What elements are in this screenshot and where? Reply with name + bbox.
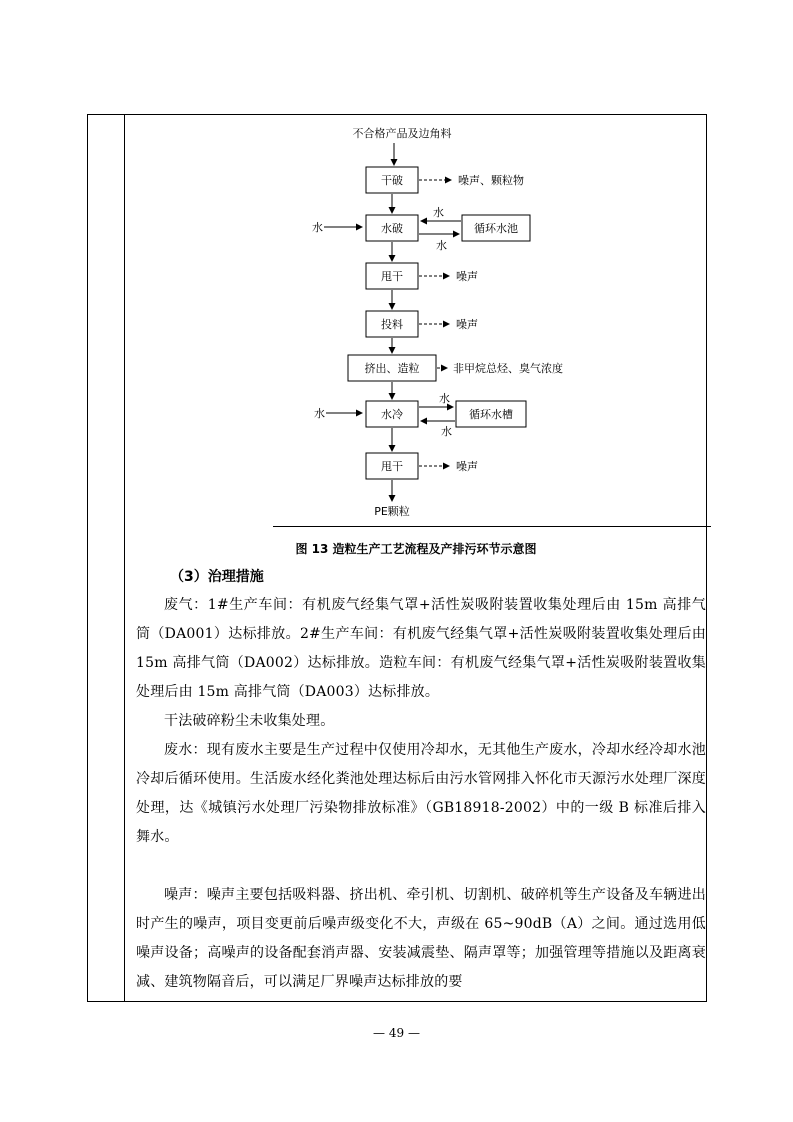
- figure-caption: 图 13 造粒生产工艺流程及产排污环节示意图: [295, 542, 537, 556]
- flow-feeding-label: 投料: [381, 318, 403, 331]
- page-number: — 49 —: [373, 1026, 420, 1040]
- paragraph-dust: 干法破碎粉尘未收集处理。: [164, 713, 335, 729]
- flow-dry-crush-label: 干破: [381, 174, 403, 187]
- flow-extrude-output: 非甲烷总烃、臭气浓度: [453, 362, 563, 375]
- flow-input-label: 不合格产品及边角料: [352, 127, 452, 140]
- flow-spin-dry-2-output: 噪声: [456, 460, 478, 473]
- flow-dry-crush-output: 噪声、颗粒物: [458, 174, 524, 187]
- flow-wet-crush-label: 水破: [381, 222, 403, 235]
- flow-spin-dry-1-label: 甩干: [381, 270, 403, 283]
- flow-water-cool-label: 水冷: [381, 408, 403, 421]
- paragraph-waste-water: 废水：现有废水主要是生产过程中仅使用冷却水，无其他生产废水，冷却水经冷却水池冷却后循环使用。生活废水经化粪池处理达标后由污水管网排入怀化市天源污水处理厂深度处理，达《城镇污水处理厂污染物排放标准》（GB18918-2002）中的一级 B 标准后排入舞水。: [136, 742, 706, 845]
- flow-water-b: 水: [436, 239, 447, 252]
- table-left-column: [88, 115, 125, 1001]
- table-content-cell: [126, 115, 706, 1001]
- flow-water-c: 水: [439, 392, 450, 405]
- flow-feeding-output: 噪声: [456, 318, 478, 331]
- flow-spin-dry-2-label: 甩干: [381, 460, 403, 473]
- flow-water-in-2: 水: [314, 407, 325, 420]
- flow-output-label: PE颗粒: [374, 505, 410, 518]
- flow-spin-dry-1-output: 噪声: [456, 270, 478, 283]
- flow-extrude-label: 挤出、造粒: [364, 362, 420, 375]
- caption-rule: [273, 526, 711, 527]
- flow-water-a: 水: [433, 206, 444, 219]
- table-frame: [87, 114, 707, 1002]
- paragraph-noise: 噪声：噪声主要包括吸料器、挤出机、牵引机、切割机、破碎机等生产设备及车辆进出时产生的噪声，项目变更前后噪声级变化不大，声级在 65~90dB（A）之间。通过选用低噪声设备；高噪声的设备配套消声器、安装减震垫、隔声罩等；加强管理等措施以及距离衰减、建筑物隔音后，可以满足厂界噪声达标排放的要: [136, 887, 706, 990]
- flow-recirc-tank-label: 循环水槽: [469, 408, 513, 421]
- paragraph-waste-gas: 废气：1#生产车间：有机废气经集气罩+活性炭吸附装置收集处理后由 15m 高排气筒（DA001）达标排放。2#生产车间：有机废气经集气罩+活性炭吸附装置收集处理后由 15m 高排气筒（DA002）达标排放。造粒车间：有机废气经集气罩+活性炭吸附装置收集处理后由 15m 高排气筒（DA003）达标排放。: [136, 597, 706, 700]
- flow-recirc-pool-label: 循环水池: [474, 222, 518, 235]
- section-heading: （3）治理措施: [170, 569, 264, 585]
- flow-water-d: 水: [441, 425, 452, 438]
- flow-water-in-1: 水: [312, 221, 323, 234]
- process-flowchart: [126, 115, 708, 535]
